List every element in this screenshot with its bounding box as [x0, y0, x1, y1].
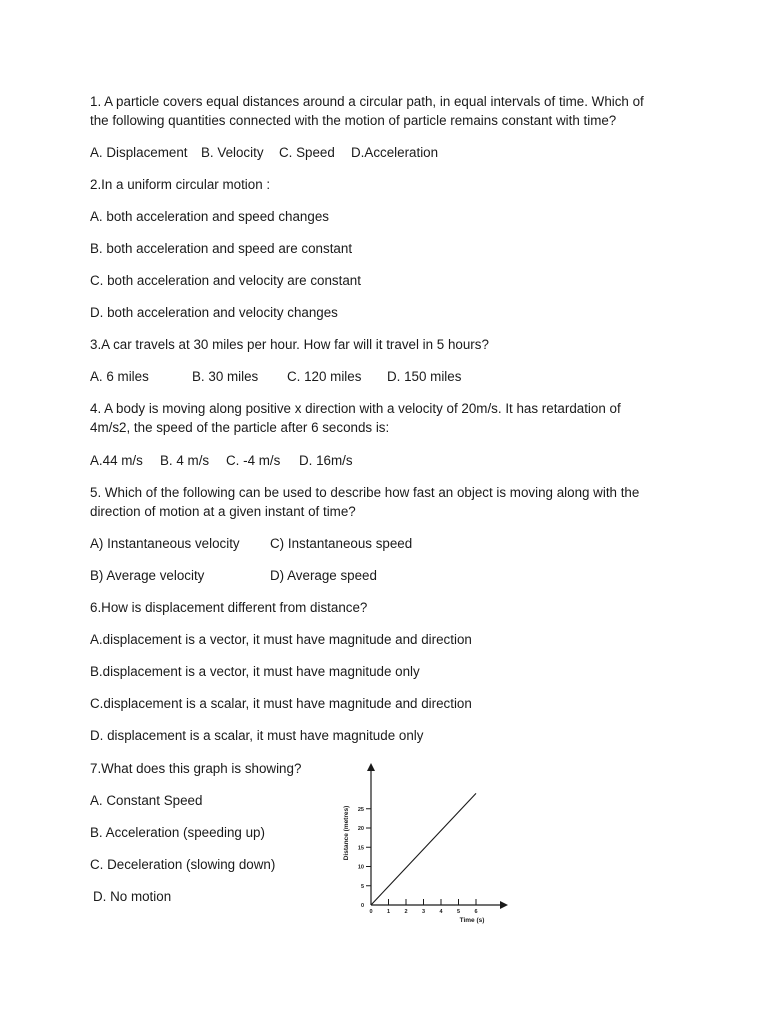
q7-option-b: B. Acceleration (speeding up): [90, 825, 265, 840]
q3-option-a: A. 6 miles: [90, 369, 149, 384]
question-3-stem: 3.A car travels at 30 miles per hour. How far will it travel in 5 hours?: [90, 337, 489, 352]
x-tick-label: 4: [439, 909, 443, 915]
x-tick-label: 0: [369, 909, 373, 915]
y-axis-ticks: [358, 807, 371, 909]
y-tick-label: 5: [360, 883, 364, 890]
q2-option-c: C. both acceleration and velocity are constant: [90, 273, 361, 288]
q1-option-c: C. Speed: [279, 145, 335, 160]
q4-option-c: C. -4 m/s: [226, 453, 281, 468]
distance-time-graph: [336, 760, 516, 930]
x-tick-label: 2: [404, 909, 408, 915]
q4-option-a: A.44 m/s: [90, 453, 143, 468]
q5-option-c: C) Instantaneous speed: [270, 536, 413, 551]
q5-option-b: B) Average velocity: [90, 568, 205, 583]
q7-option-d: D. No motion: [93, 889, 172, 904]
graph-series: [371, 793, 476, 905]
q5-option-a: A) Instantaneous velocity: [90, 536, 240, 551]
q3-option-b: B. 30 miles: [192, 369, 259, 384]
question-5-line-2: direction of motion at a given instant of time?: [90, 504, 356, 519]
question-1-line-2: the following quantities connected with the motion of particle remains constant with time?: [90, 113, 617, 128]
question-5-line-1: 5. Which of the following can be used to describe how fast an object is moving along with the: [90, 485, 640, 500]
series-line: [371, 793, 476, 905]
q6-option-a: A.displacement is a vector, it must have magnitude and direction: [90, 632, 472, 647]
q1-option-b: B. Velocity: [201, 145, 264, 160]
question-2-stem: 2.In a uniform circular motion :: [90, 177, 271, 192]
q6-option-d: D. displacement is a scalar, it must have magnitude only: [90, 728, 424, 743]
question-1-line-1: 1. A particle covers equal distances around a circular path, in equal intervals of time. Which of: [90, 94, 644, 109]
y-axis-label: Distance (metres): [343, 805, 350, 861]
x-tick-label: 3: [421, 909, 426, 915]
y-tick-label: 15: [357, 845, 364, 852]
q1-option-a: A. Displacement: [90, 145, 188, 160]
q5-option-d: D) Average speed: [270, 568, 377, 583]
question-6-stem: 6.How is displacement different from distance?: [90, 600, 368, 615]
y-tick-label: 25: [357, 806, 364, 813]
x-tick-label: 1: [386, 909, 391, 915]
x-axis-label: Time (s): [459, 917, 485, 924]
question-4-line-1: 4. A body is moving along positive x direction with a velocity of 20m/s. It has retardation of: [90, 401, 621, 416]
q1-option-d: D.Acceleration: [351, 145, 439, 160]
y-axis-arrowhead: [367, 763, 375, 771]
q4-option-b: B. 4 m/s: [160, 453, 210, 468]
x-axis-ticks: [369, 899, 477, 915]
x-axis-arrowhead: [500, 901, 508, 909]
y-tick-label: 10: [357, 864, 364, 871]
q7-option-c: C. Deceleration (slowing down): [90, 857, 276, 872]
question-4-line-2: 4m/s2, the speed of the particle after 6 seconds is:: [90, 420, 390, 435]
q4-option-d: D. 16m/s: [299, 453, 353, 468]
x-tick-label: 6: [474, 909, 478, 915]
y-tick-label: 20: [357, 826, 364, 832]
q2-option-a: A. both acceleration and speed changes: [90, 209, 329, 224]
q3-option-c: C. 120 miles: [287, 369, 362, 384]
q2-option-b: B. both acceleration and speed are constant: [90, 241, 353, 256]
q6-option-b: B.displacement is a vector, it must have magnitude only: [90, 664, 420, 679]
q2-option-d: D. both acceleration and velocity changes: [90, 305, 338, 320]
q3-option-d: D. 150 miles: [387, 369, 462, 384]
q6-option-c: C.displacement is a scalar, it must have magnitude and direction: [90, 696, 472, 711]
y-tick-label: 0: [360, 903, 364, 909]
q7-option-a: A. Constant Speed: [90, 793, 203, 808]
question-7-stem: 7.What does this graph is showing?: [90, 761, 302, 776]
x-tick-label: 5: [456, 909, 461, 915]
